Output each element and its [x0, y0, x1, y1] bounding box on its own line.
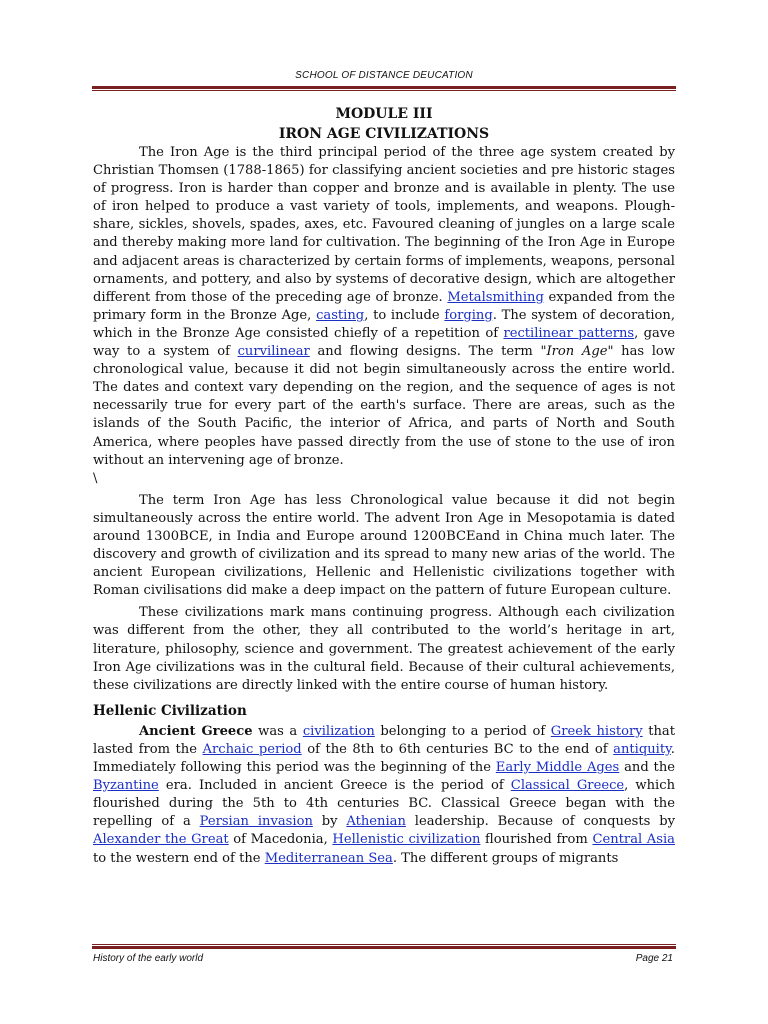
- text-run: . Immediately following this period was the beginning of the: [93, 742, 675, 776]
- text-run: expanded from the primary form in the Bronze Age,: [93, 289, 675, 323]
- paragraph-chronology: The term Iron Age has less Chronological value because it did not begin simultaneously across the entire world. The advent Iron Age in Mesopotamia is dated around 1300BCE, in India and Europe around 1200BCEand in China much later. The discovery and growth of civilization and its spread to many new arias of the world. The ancient European civilizations, Hellenic and Hellenistic civilizations together with Roman civilisations did make a deep impact on the pattern of future European culture.: [93, 492, 675, 599]
- text-run: flourished from: [480, 832, 593, 848]
- link-curvilinear[interactable]: curvilinear: [237, 344, 310, 360]
- page-content: [93, 104, 675, 868]
- text-run: . The system of decoration, which in the Bronze Age consisted chiefly of a repetition of: [93, 307, 676, 341]
- header-rule-thick: [92, 86, 676, 89]
- text-run: " has low chronological value, because it did not begin simultaneously across the entire world. The dates and context vary depending on the region, and the sequence of ages is not necessarily true for every part of the earth's surface. There are areas, such as the islands of the South Pacific, the interior of Africa, and parts of North and South America, where peoples have passed directly from the use of stone to the use of iron without an intervening age of bronze.: [93, 344, 676, 468]
- link-forging[interactable]: forging: [444, 307, 493, 323]
- footer-rule-thick: [92, 946, 676, 949]
- link-antiquity[interactable]: antiquity: [613, 742, 671, 757]
- link-early-middle-ages[interactable]: Early Middle Ages: [495, 760, 620, 776]
- footer-rule-thin: [92, 944, 676, 945]
- text-run: was a: [252, 723, 303, 739]
- link-classical-greece[interactable]: Classical Greece: [510, 778, 625, 794]
- text-run: , to include: [364, 307, 445, 323]
- paragraph-iron-age-intro: [93, 144, 675, 488]
- footer-page-number: Page 21: [635, 953, 673, 964]
- link-persian-invasion[interactable]: Persian invasion: [199, 814, 313, 830]
- link-archaic-period[interactable]: Archaic period: [202, 742, 302, 757]
- text-run: that lasted from the: [93, 723, 675, 757]
- module-number: MODULE III: [335, 106, 433, 122]
- link-mediterranean-sea[interactable]: Mediterranean Sea: [264, 850, 393, 866]
- link-hellenistic-civilization[interactable]: Hellenistic civilization: [332, 832, 481, 848]
- link-byzantine[interactable]: Byzantine: [93, 778, 159, 794]
- link-central-asia[interactable]: Central Asia: [592, 832, 675, 848]
- header-title: SCHOOL OF DISTANCE DEUCATION: [295, 70, 473, 81]
- text-run: The Iron Age is the third principal period of the three age system created by Christian Thomsen (1788-1865) for classifying ancient societies and pre historic stages of progress. Iron is harder than copper and bronze and is available in plenty. The use of iron helped to produce a vast variety of tools, implements, and weapons. Plough-share, sickles, shovels, spades, axes, etc. Favoured cleaning of jungles on a large scale and thereby making more land for cultivation. The beginning of the Iron Age in Europe and adjacent areas is characterized by certain forms of implements, weapons, personal ornaments, and pottery, and also by systems of decorative design, which are altogether different from those of the preceding age of bronze.: [93, 145, 675, 305]
- text-run: by: [312, 814, 347, 830]
- link-rectilinear-patterns[interactable]: rectilinear patterns: [503, 325, 635, 341]
- text-run: and flowing designs. The term ": [309, 344, 547, 360]
- module-title: IRON AGE CIVILIZATIONS: [278, 126, 490, 142]
- text-run: , gave way to a system of: [93, 325, 675, 360]
- text-run: belonging to a period of: [374, 723, 551, 739]
- section-heading-hellenic: Hellenic Civilization: [93, 702, 247, 719]
- bold-term: Ancient Greece: [139, 723, 253, 739]
- header-rule-thin: [92, 90, 676, 91]
- text-run: and the: [619, 760, 675, 776]
- text-run: . The different groups of migrants: [392, 850, 619, 866]
- text-run: of Macedonia,: [228, 832, 333, 848]
- text-run: to the western end of the: [93, 850, 265, 866]
- text-run: leadership. Because of conquests by: [405, 814, 675, 830]
- link-alexander-the-great[interactable]: Alexander the Great: [93, 832, 229, 848]
- link-casting[interactable]: casting: [316, 307, 365, 323]
- link-metalsmithing[interactable]: Metalsmithing: [447, 289, 544, 305]
- link-civilization[interactable]: civilization: [302, 723, 375, 739]
- text-run: of the 8th to 6th centuries BC to the end of: [301, 742, 614, 757]
- link-greek-history[interactable]: Greek history: [550, 723, 643, 739]
- paragraph-progress: These civilizations mark mans continuing progress. Although each civilization was different from the other, they all contributed to the world’s heritage in art, literature, philosophy, science and government. The greatest achievement of the early Iron Age civilizations was in the cultural field. Because of their cultural achievements, these civilizations are directly linked with the entire course of human history.: [93, 605, 675, 693]
- link-athenian[interactable]: Athenian: [346, 814, 406, 830]
- text-run: , which flourished during the 5th to 4th centuries BC. Classical Greece began with the repelling of a: [93, 778, 676, 830]
- italic-term: Iron Age: [546, 344, 608, 360]
- footer-book-title: History of the early world: [93, 953, 204, 964]
- text-run: era. Included in ancient Greece is the period of: [158, 778, 511, 794]
- paragraph-ancient-greece: [93, 723, 675, 868]
- stray-backslash: \: [93, 470, 98, 486]
